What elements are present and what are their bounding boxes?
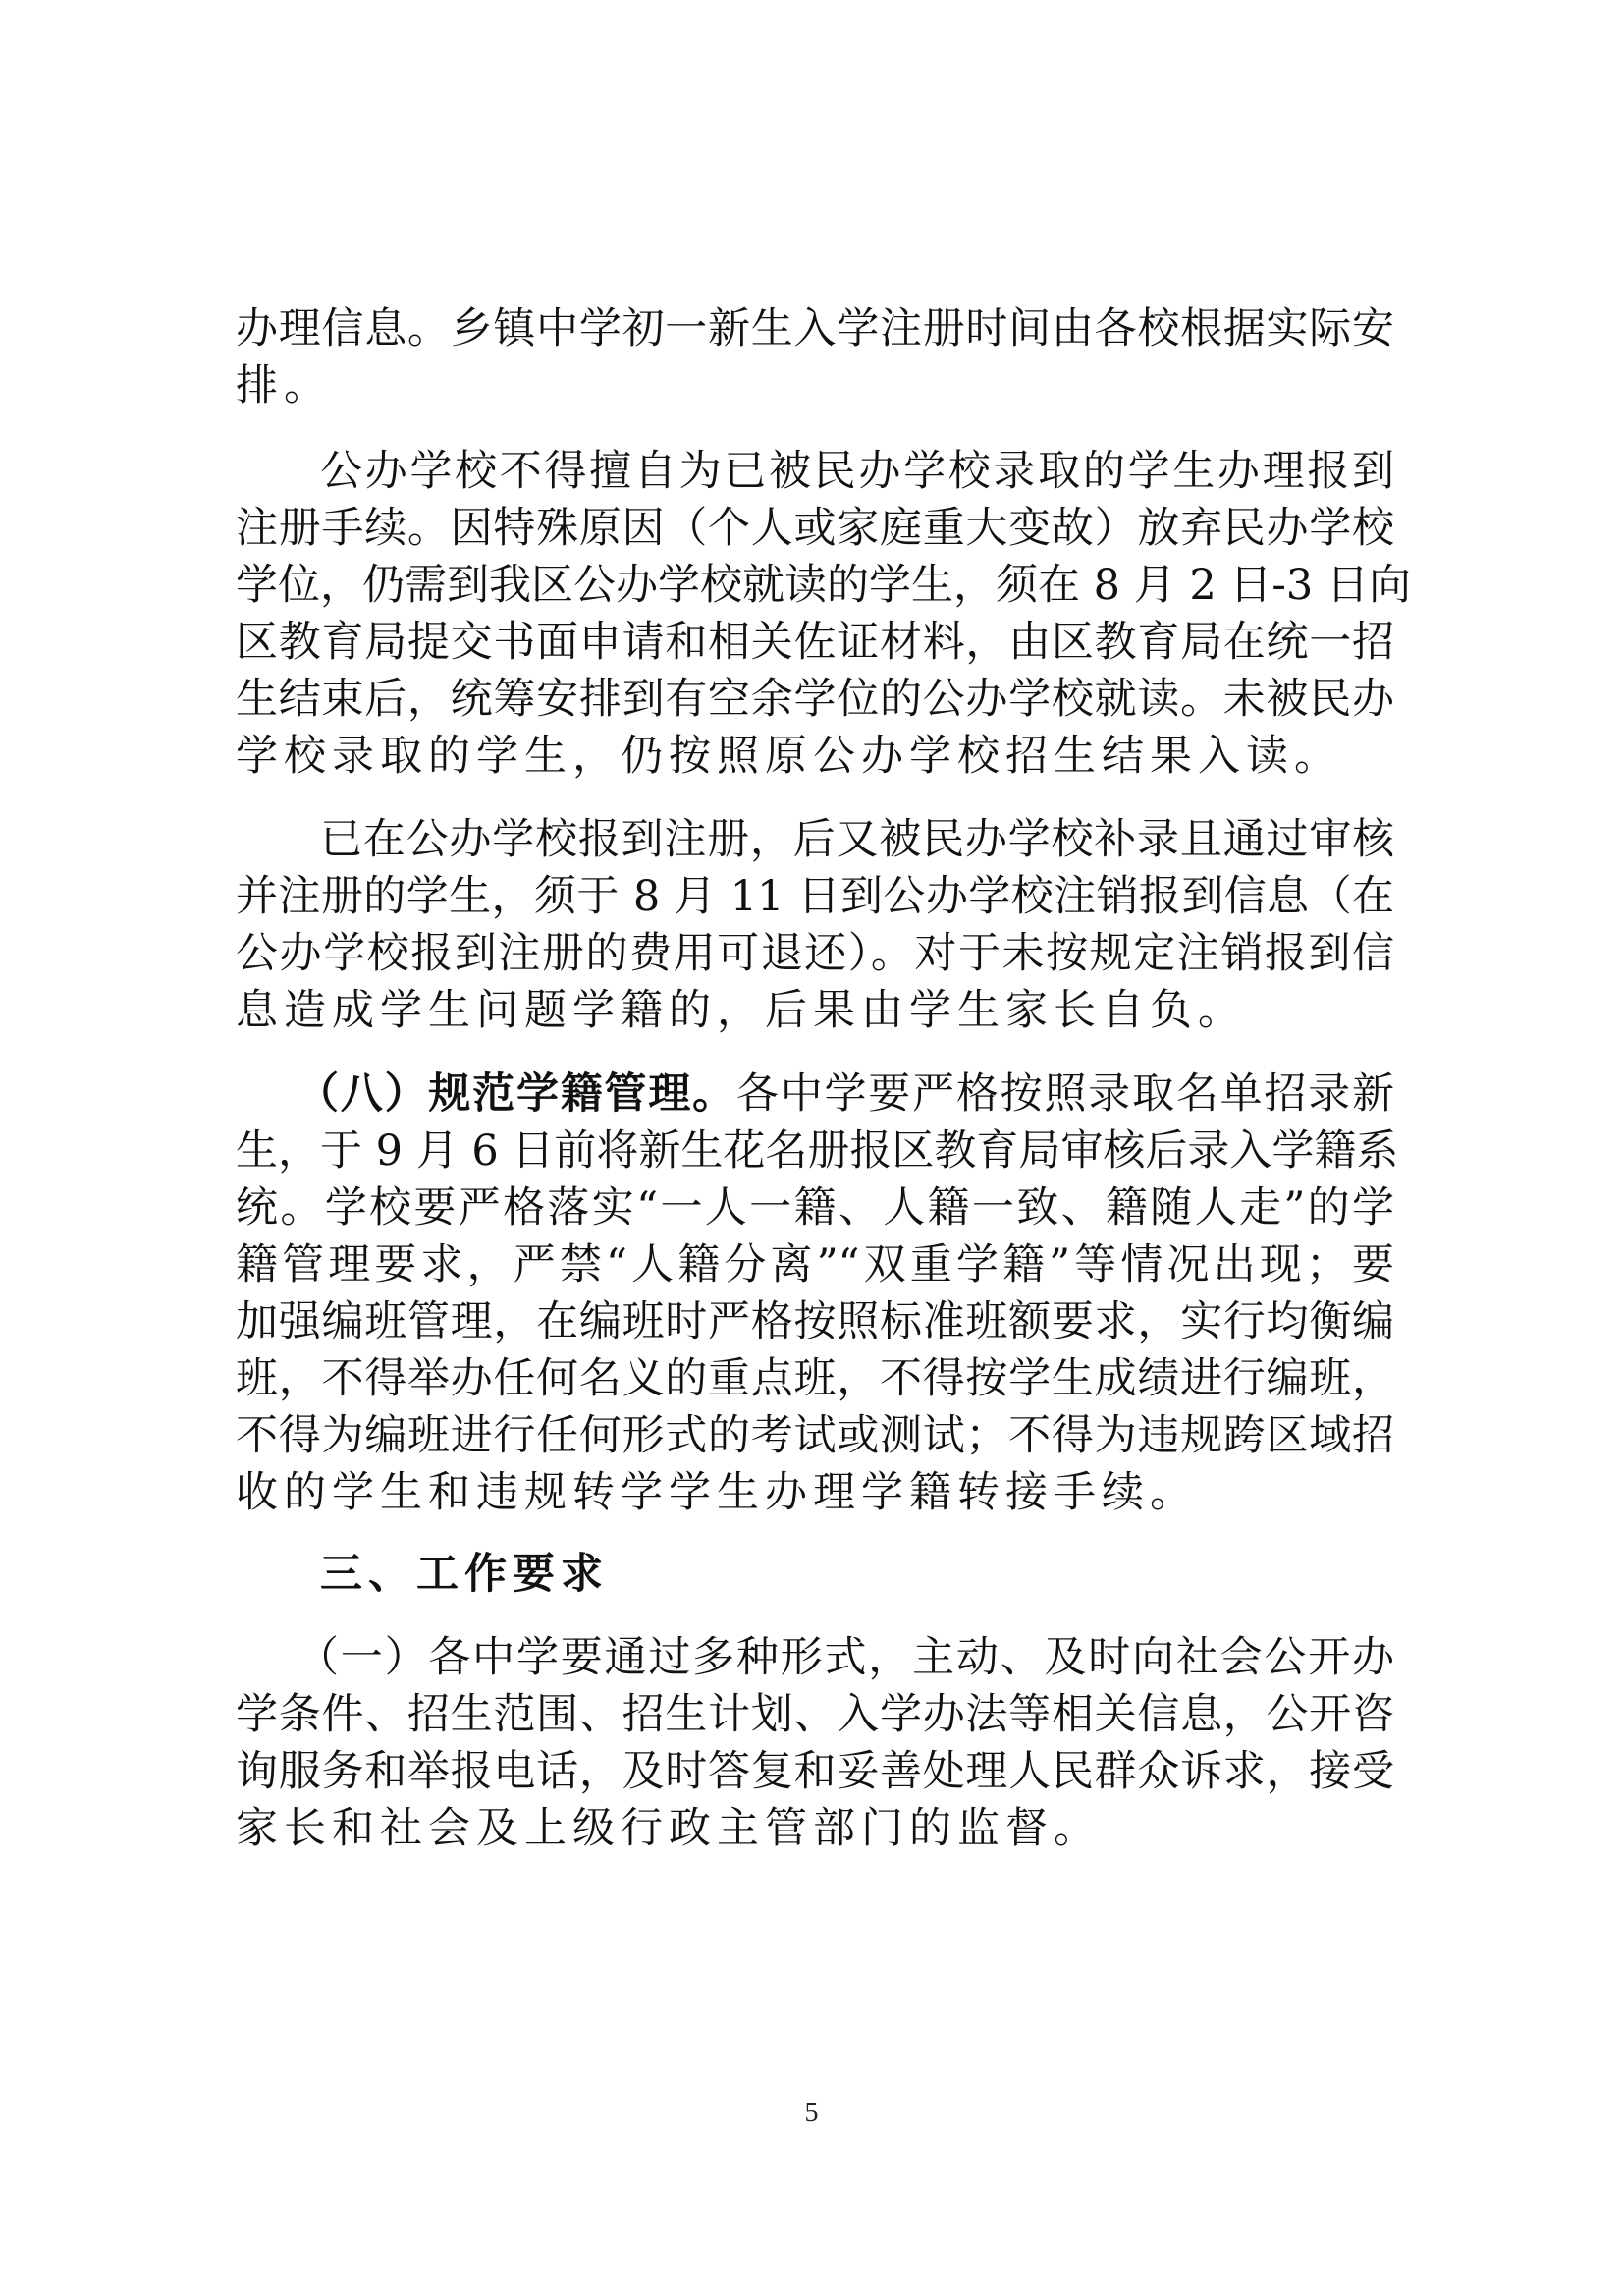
text-line: 注册手续。因特殊原因（个人或家庭重大变故）放弃民办学校 — [236, 504, 1394, 553]
text-line: 学校录取的学生，仍按照原公办学校招生结果入读。 — [236, 732, 1342, 781]
paragraph-start-line: 已在公办学校报到注册，后又被民办学校补录且通过审核 — [320, 815, 1394, 864]
text-line: 学位，仍需到我区公办学校就读的学生，须在 8 月 2 日-3 日向 — [236, 561, 1411, 610]
section-8-heading: （八）规范学籍管理。 — [297, 1069, 736, 1119]
text-line: 班，不得举办任何名义的重点班，不得按学生成绩进行编班， — [236, 1354, 1394, 1403]
section-8-first-line — [297, 1066, 1394, 1122]
text-line: 加强编班管理，在编班时严格按照标准班额要求，实行均衡编 — [236, 1297, 1394, 1346]
text-line: 区教育局提交书面申请和相关佐证材料，由区教育局在统一招 — [236, 618, 1394, 667]
text-line: 统。学校要严格落实“一人一籍、人籍一致、籍随人走”的学 — [236, 1183, 1394, 1232]
text-line: 排。 — [236, 361, 332, 410]
text-line: 家长和社会及上级行政主管部门的监督。 — [236, 1804, 1102, 1853]
text-line: 籍管理要求，严禁“人籍分离”“双重学籍”等情况出现；要 — [236, 1240, 1394, 1289]
text-line: 公办学校报到注册的费用可退还）。对于未按规定注销报到信 — [236, 929, 1394, 978]
paragraph-start-line: 公办学校不得擅自为已被民办学校录取的学生办理报到 — [320, 447, 1394, 496]
section-heading-work-requirements: 三、工作要求 — [320, 1550, 609, 1599]
text-line: 收的学生和违规转学学生办理学籍转接手续。 — [236, 1468, 1198, 1517]
paragraph-start-line: （一）各中学要通过多种形式，主动、及时向社会公开办 — [297, 1633, 1394, 1682]
text-line: 办理信息。乡镇中学初一新生入学注册时间由各校根据实际安 — [236, 304, 1394, 354]
text-line: 询服务和举报电话，及时答复和妥善处理人民群众诉求，接受 — [236, 1747, 1394, 1796]
text-line: 生结束后，统筹安排到有空余学位的公办学校就读。未被民办 — [236, 675, 1394, 724]
text-line: 并注册的学生，须于 8 月 11 日到公办学校注销报到信息（在 — [236, 872, 1394, 921]
section-8-text: 各中学要严格按照录取名单招录新 — [735, 1069, 1395, 1119]
text-line: 息造成学生问题学籍的，后果由学生家长自负。 — [236, 986, 1246, 1035]
text-line: 学条件、招生范围、招生计划、入学办法等相关信息，公开咨 — [236, 1690, 1394, 1739]
page-number: 5 — [804, 2098, 819, 2128]
text-line: 生，于 9 月 6 日前将新生花名册报区教育局审核后录入学籍系 — [236, 1126, 1399, 1175]
text-line: 不得为编班进行任何形式的考试或测试；不得为违规跨区域招 — [236, 1411, 1394, 1460]
